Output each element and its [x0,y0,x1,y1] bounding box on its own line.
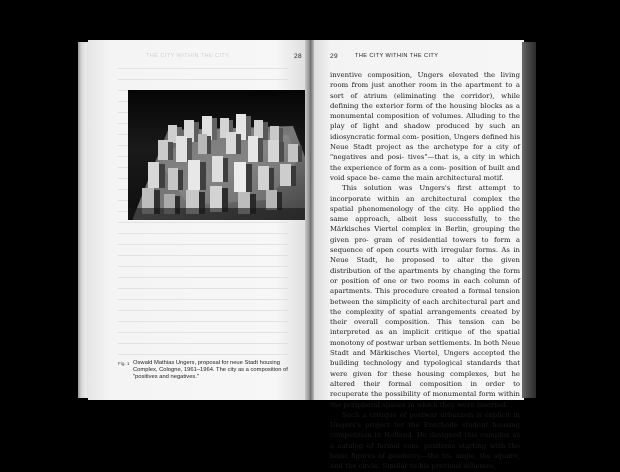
architectural-model-photo [128,90,310,220]
right-body-text [330,70,520,472]
right-page-edges [522,42,536,398]
left-page [88,40,309,400]
paragraph: Such a critique of postwar urbanism is explicit in Ungers's project for the Enschede student housing competition in Holland. He designed this complex as a catalog of formal com- positions starting with the basic figures of geometry—the tri- angle, the square, and the circle. Similar to his previous schemes, [330,410,520,471]
right-page-number: 29 [330,53,339,60]
figure-label: Fig. 1 [118,361,130,366]
paragraph: This solution was Ungers's first attempt to incorporate within an architectural complex the spatial phenomenology of the city. He applied the same approach, albeit less successfully, to the Märkisches Viertel complex in Berlin, grouping the given pro- gram of residential towers to form a sequence of open courts with irregular forms. As in Neue Stadt, he proposed to alter the given distribution of the apartments by changing the form or position of one or two rooms in each column of apartments. This procedure created a formal tension between the simplicity of each architectural part and the complexity of spatial arrangements created by their overall composition. This tension can be interpreted as an implicit critique of the spatial monotony of postwar urban settlements. In both Neue Stadt and Märkisches Viertel, Ungers accepted the building technology and typological standards that were given for these housing complexes, but he altered their formal composition in order to recuperate the possibility of monumental form within the peripheral spaces in which they were inserted. [330,184,520,409]
caption-text: Oswald Mathias Ungers, proposal for neue Stadt housing Complex, Cologne, 1961–1964. The city as a composition of "positives and negatives." [133,360,288,381]
right-running-header: THE CITY WITHIN THE CITY [355,53,439,59]
paragraph: inventive composition, Ungers elevated the living room from just another room in the apartment to a sort of atrium (eliminating the corridor), while defining the exterior form of the housing blocks as a monumental composition of volumes. Alluding to the play of light and shadow produced by such an idiosyncratic formal com- position, Ungers defined his Neue Stadt project as the archetype for a city of "negatives and posi- tives"—that is, a city in which the experience of form as a com- position of built and void space be- came the main architectural motif. [330,71,520,182]
left-running-header: THE CITY WITHIN THE CITY [146,53,230,59]
left-page-number: 28 [294,53,303,60]
open-book [78,40,540,471]
